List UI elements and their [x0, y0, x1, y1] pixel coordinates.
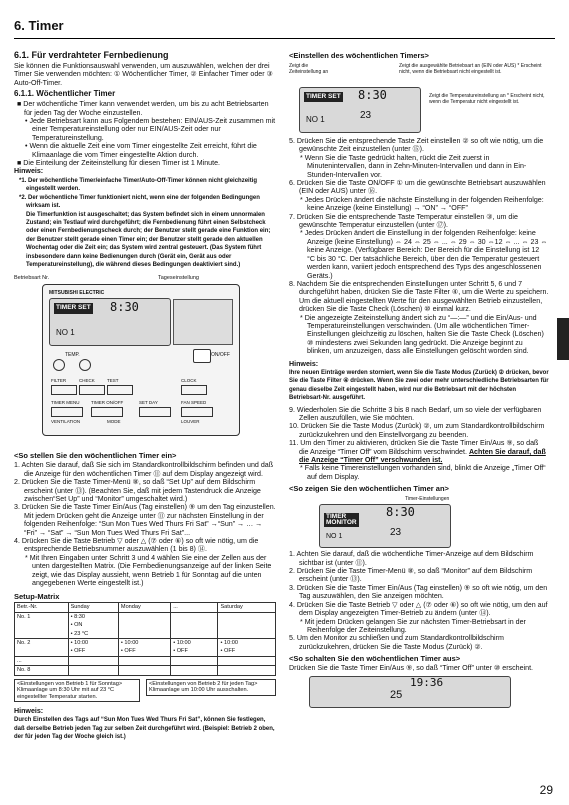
fig2-lcd: [319, 504, 451, 548]
step-3: 3. Drücken Sie die Taste Timer Ein/Aus (Tag einstellen) ⑨ um den Tag einzustellen. Mit jedem Drücken geht die Anzeige unter ⑪ zur nächsten Einstellung in der folgenden Reihenfolge: “Sun Mon Tues Wed Thurs Fri Sat” →“Sun” → … → “Fri” → “Sat” → “Sun Mon Tues Wed Thurs Fri Sat”...: [14, 503, 276, 537]
bullet-1a: • Jede Betriebsart kann aus Folgendem bestehen: EIN/AUS-Zeit zusammen mit einer Temperatureinstellung oder nur EIN/AUS-Zeit oder nur Temperatureinstellung.: [25, 117, 276, 142]
filter-button[interactable]: [51, 385, 77, 395]
lcd-timer-set: TIMER SET: [54, 303, 93, 313]
cell-empty: [171, 656, 218, 665]
step-5: 5. Drücken Sie die entsprechende Taste Zeit einstellen ② so oft wie nötig, um die gewünschte Zeit einzustellen (unter ⑮).: [289, 137, 544, 154]
fan-label: FAN SPEED: [181, 400, 207, 406]
step-2: 2. Drücken Sie die Taste Timer-Menü ⑧, so daß “Set Up” auf dem Bildschirm erscheint (unter ⑬). (Beachten Sie, daß mit jedem Tastendruck die Anzeige zwischen“Set Up” und “Monitor” umgeschaltet wird.): [14, 478, 261, 503]
temp-down-button[interactable]: [53, 359, 65, 371]
section-title: 6.1. Für verdrahteter Fernbedienung: [14, 50, 169, 60]
fig1-label-temp: Zeigt die Temperatureinstellung an * Erscheint nicht, wenn die Temperatur nicht eingestellt ist.: [429, 93, 545, 105]
th-monday: Monday: [118, 603, 170, 612]
cell-empty: [171, 612, 218, 638]
fig1-label-mode: Zeigt die ausgewählte Betriebsart an (EIN oder AUS) * Erscheint nicht, wenn die Betriebsart nicht eingestellt ist.: [399, 63, 542, 75]
temp-up-button[interactable]: [79, 359, 91, 371]
fig3-lcd: [309, 676, 511, 708]
remote-lcd: [49, 298, 171, 346]
right-column: [289, 48, 549, 708]
step-4: 4. Drücken Sie die Taste Betrieb ▽ oder △ (⑦ oder ⑥) so oft wie nötig, um die entsprechende Betriebsnummer auszuwählen (1 bis 8) ⑭.: [14, 537, 259, 554]
timer-onoff-label: TIMER ON/OFF: [91, 400, 124, 406]
fig1-number: NO 1: [306, 115, 325, 124]
remote-figure: [14, 272, 276, 448]
step-5-note: * Wenn Sie die Taste gedrückt halten, rückt die Zeit zuerst in Minutenintervallen, dann in Zehn-Minuten-Intervallen und dann in Ein-Stunden-Intervallen vor.: [300, 153, 527, 179]
check-button[interactable]: [79, 385, 105, 395]
filter-label: FILTER: [51, 378, 67, 384]
lcd-figure-1: [289, 61, 549, 137]
cell-empty: [118, 612, 170, 638]
onoff-label: ON/OFF: [211, 352, 230, 359]
setup-matrix: [14, 602, 276, 675]
step-10: 10. Drücken Sie die Taste Modus (Zurück) ②, um zum Standardkontrollbildschirm zurückzukehren und den Einstellvorgang zu beenden.: [289, 422, 545, 439]
lcd-time: 8:30: [110, 300, 139, 315]
table-row: [15, 639, 276, 657]
cell-empty: [68, 656, 118, 665]
louver-label: LOUVER: [181, 419, 200, 425]
fig1-timer-set: TIMER SET: [304, 92, 343, 102]
temp-label: TEMP.: [65, 352, 80, 359]
cell-no2: No. 2: [15, 639, 69, 657]
step-11: 11. Um den Timer zu aktivieren, drücken Sie die Taste Timer Ein/Aus ⑨, so daß die Anzeige “Timer Off” vom Bildschirm verschwindet. Achten Sie darauf, daß die Anzeige “Timer Off” verschwunden ist.: [289, 439, 546, 465]
test-button[interactable]: [107, 385, 133, 395]
note-2: *2. Der wöchentliche Timer funktioniert nicht, wenn eine der folgenden Bedingungen wirksam ist.: [19, 194, 260, 210]
ausschalten-text: Drücken Sie die Taste Timer Ein/Aus ⑨, so daß “Timer Off” unter ⑩ erscheint.: [289, 664, 534, 673]
timer-menu-label: TIMER MENU: [51, 400, 80, 406]
view-step-5: 5. Um den Monitor zu schließen und zum Standardkontrollbildschirm zurückzukehren, drücken Sie die Taste Modus (Zurück) ②.: [289, 634, 504, 651]
header-rule: [14, 38, 555, 39]
cell-empty: [218, 612, 276, 638]
onoff-button[interactable]: [193, 349, 211, 363]
note-1: *1. Der wöchentliche Timer/einfache Timer/Auto-Off-Timer können nicht gleichzeitig eingestellt werden.: [19, 177, 258, 193]
step-4-note: * Mit Ihren Eingaben unter Schritt 3 und 4 wählen Sie eine der Zellen aus der unten dargestellten Matrix. (Die Fernbedienungsanzeige auf der linken Seite zeigt, wie das Display aussieht, wenn Betrieb 1 für Sonntag auf die unten angegebenen Werte eingestellt ist.): [25, 553, 272, 588]
cell-no8: No. 8: [15, 666, 69, 675]
right-hinweis-label: Hinweis:: [289, 359, 319, 368]
ventilation-label: VENTILATION: [51, 419, 81, 425]
matrix-captions: [14, 679, 276, 705]
cell-no1: No. 1: [15, 612, 69, 638]
cell-empty: [118, 666, 170, 675]
cell-no2-mon: • 10:00 • OFF: [118, 639, 170, 657]
step-8: 8. Nachdem Sie die entsprechenden Einstellungen unter Schritt 5, 6 und 7 durchgeführt haben, drücken Sie die Taste Filter ④, um die Werte zu speichern. Um die aktuell eingestellten Werte für den ausgewählten Betrieb einzustellen, drücken Sie die Taste Check (Löschen) ⑩ einmal kurz.: [289, 279, 549, 314]
step-6: 6. Drücken Sie die Taste ON/OFF ① um die gewünschte Betriebsart auszuwählen (EIN oder AUS) unter ⑯.: [289, 179, 546, 196]
cell-dots: ...: [15, 656, 69, 665]
bullet-1b: • Wenn die aktuelle Zeit eine vom Timer eingestellte Zeit erreicht, führt die Klimaanlage die vom Timer eingestellte Aktion durch.: [25, 142, 257, 159]
label-betriebsart: Betriebsart Nr.: [14, 275, 50, 282]
th-betr: Betr.-Nr.: [15, 603, 69, 612]
step-8-note: * Die angezeigte Zeiteinstellung ändert sich zu “—:—” und die Ein/Aus- und Temperatureinstellungen verschwinden. (Um alle wöchentlichen Timer-Einstellungen gleichzeitig zu löschen, halten Sie die Taste Check (Löschen) ⑩ mindestens zwei Sekunden lang gedrückt. Die Anzeige beginnt zu blinken, um anzuzeigen, dass alle Einstellungen gelöscht worden sind.: [300, 313, 544, 356]
cell-no2-sun: • 10:00 • OFF: [68, 639, 118, 657]
fig1-time: 8:30: [358, 88, 387, 102]
fig1-label-time: Zeigt die Zeiteinstellung an: [289, 63, 329, 75]
step-11-note: * Falls keine Timereinstellungen vorhanden sind, blinkt die Anzeige „Timer Off“ auf dem Display.: [300, 464, 546, 481]
table-header-row: [15, 603, 276, 612]
view-step-2: 2. Drücken Sie die Taste Timer-Menü ⑧, so daß “Monitor” auf dem Bildschirm erscheint (unter ⑬).: [289, 567, 533, 584]
step-7-note: * Jedes Drücken ändert die Einstellung in der folgenden Reihenfolge: keine Anzeige (keine Einstellung) ⇔ 24 ⇔ 25 ⇔ ... ⇔ 29 ⇔ 30 ⇔12 ⇔ ... ⇔ 23 ⇔ keine Anzeige. (Verfügbarer Bereich: Der Bereich für die Einstellung ist 12 °C bis 30 °C. Der tatsächliche Bereich, über den die Temperatur gesteuert werden kann, variiert jedoch entsprechend des Typs des angeschlossenen Geräts.): [300, 229, 548, 280]
clock-label: CLOCK: [181, 378, 197, 384]
hinweis-label: Hinweis:: [14, 167, 44, 176]
cell-empty: [118, 656, 170, 665]
fig1-lcd: [299, 87, 421, 133]
setup-matrix-title: Setup-Matrix: [14, 592, 60, 602]
lcd-number: NO 1: [56, 328, 75, 338]
fig3-time: 19:36: [410, 675, 444, 689]
caption-2: <Einstellungen von Betrieb 2 für jeden Tag> Klimaanlage um 10:00 Uhr ausschalten.: [146, 679, 276, 696]
fig3-temp: 25: [390, 688, 403, 701]
right-hinweis-text: Ihre neuen Einträge werden storniert, wenn Sie die Taste Modus (Zurück) ② drücken, bevor Sie die Taste Filter ④ drücken. Wenn Sie zwei oder mehr unterschiedliche Betriebsarten für genau dieselbe Zeit eingestellt haben, wird nur die Betriebsart mit der höchsten Betriebsart-Nr. ausgeführt.: [289, 369, 549, 402]
caption-1: <Einstellungen von Betrieb 1 für Sonntag> Klimaanlage um 8:30 Uhr mit auf 23 °C eingestellter Temperatur starten.: [14, 679, 140, 703]
cell-empty: [171, 666, 218, 675]
page-header: [0, 0, 569, 42]
table-row: [15, 612, 276, 638]
cell-no2-dots: • 10:00 • OFF: [171, 639, 218, 657]
remote-body: [42, 284, 240, 436]
hinweis2-label: Hinweis:: [14, 706, 44, 715]
table-row: [15, 656, 276, 665]
fig2-timer-monitor: TIMER MONITOR: [326, 513, 357, 527]
bullet-1: ■ Der wöchentliche Timer kann verwendet werden, um bis zu acht Betriebsarten für jeden Tag der Woche einzustellen.: [17, 100, 269, 117]
cell-empty: [218, 666, 276, 675]
cell-no2-sat: • 10:00 • OFF: [218, 639, 276, 657]
set-timer-heading: <So stellen Sie den wöchentlichen Timer ein>: [14, 451, 177, 461]
chapter-title: 6. Timer: [14, 18, 64, 33]
fig2-number: NO 1: [326, 533, 343, 541]
lcd-figure-3: [289, 674, 549, 708]
step-1: 1. Achten Sie darauf, daß Sie sich im Standardkontrollbildschirm befinden und daß die Anzeige für den wöchentlichen Timer ⑪ auf dem Display angezeigt wird.: [14, 461, 274, 478]
fig2-temp: 23: [390, 527, 402, 539]
note-2-detail: Die Timerfunktion ist ausgeschaltet; das System befindet sich in einem unnormalen Zustand; ein Testlauf wird durchgeführt; die Fernbedienung führt einen Selbstcheck oder einen Fernbedienungscheck durch; der Benutzer stellt gerade eine Funktion ein; der Benutzer stellt gerade einen Timer ein; der Benutzer stellt gerade den aktuellen Wochentag oder die Zeit ein; das System wird zentral gesteuert. (Das System führt insbesondere dann keine Bedienungen durch (Gerät ein, Gerät aus oder Temperatureinstellung), die während dieses Bedingungen deaktiviert sind.): [26, 211, 271, 268]
label-tageseinstellung: Tageseinstellung: [158, 275, 199, 282]
view-step-4-note: * Mit jedem Drücken gelangen Sie zur nächsten Timer-Betriebsart in der Reihenfolge der Zeiteinstellung.: [300, 617, 526, 634]
step-6-note: * Jedes Drücken ändert die nächste Einstellung in der folgenden Reihenfolge: keine Anzeige (keine Einstellung) → “ON” → “OFF”: [300, 195, 544, 213]
page-number: 29: [539, 783, 553, 797]
th-saturday: Saturday: [218, 603, 276, 612]
step-9: 9. Wiederholen Sie die Schritte 3 bis 8 nach Bedarf, um so viele der verfügbaren Zellen auszufüllen, wie Sie möchten.: [289, 405, 542, 422]
step-7: 7. Drücken Sie die entsprechende Taste Temperatur einstellen ③, um die gewünschte Temperatur einzustellen (unter ⑰).: [289, 212, 518, 230]
remote-right-panel: [173, 299, 233, 345]
fig1-temp: 23: [360, 110, 372, 121]
cell-empty: [218, 656, 276, 665]
timer-menu-button[interactable]: [51, 407, 83, 417]
bullet-2: ■ Die Einteilung der Zeiteinstellung für diesen Timer ist 1 Minute.: [17, 159, 221, 168]
cell-no1-sun: • 8:30 • ON • 23 °C: [68, 612, 118, 638]
th-sunday: Sunday: [68, 603, 118, 612]
timer-onoff-button[interactable]: [91, 407, 123, 417]
set-day-button[interactable]: [139, 407, 171, 417]
einstellen-heading: <Einstellen des wöchentlichen Timers>: [289, 51, 429, 60]
cell-empty: [68, 666, 118, 675]
left-column: [14, 48, 276, 742]
mode-label: MODE: [107, 419, 121, 425]
anzeigen-heading: <So zeigen Sie den wöchentlichen Timer an>: [289, 484, 449, 494]
button-grid: [51, 377, 231, 425]
fan-button[interactable]: [181, 407, 213, 417]
intro-text: Sie können die Funktionsauswahl verwenden, um auszuwählen, welchen der drei Timer Sie verwenden möchten: ① Wöchentlicher Timer, ② Einfacher Timer oder ③ Auto-Off-Timer.: [14, 62, 273, 87]
chapter-tab: [557, 318, 569, 360]
view-step-3: 3. Drücken Sie die Taste Timer Ein/Aus (Tag einstellen) ⑨ so oft wie nötig, um den Tag auszuwählen, den Sie anzeigen möchten.: [289, 583, 548, 601]
view-step-1: 1. Achten Sie darauf, daß die wöchentliche Timer-Anzeige auf dem Bildschirm sichtbar ist (unter ⑪).: [289, 550, 534, 567]
ausschalten-heading: <So schalten Sie den wöchentlichen Timer aus>: [289, 654, 461, 664]
fig2-label: Timer-Einstellungen: [405, 496, 450, 503]
hinweis2-text: Durch Einstellen des Tags auf “Sun Mon Tues Wed Thurs Fri Sat”, können Sie festlegen, daß derselbe Betrieb jeden Tag zur selben Zeit durchgeführt wird. (Beispiel: Betrieb 2 oben, der für jeden Tag der Woche gleich ist.): [14, 717, 275, 740]
subsection-title: 6.1.1. Wöchentlicher Timer: [14, 89, 116, 99]
view-step-4: 4. Drücken Sie die Taste Betrieb ▽ oder △ (⑦ oder ⑥) so oft wie nötig, um den auf dem Display angezeigten Timer-Betrieb zu ändern (unter ⑭).: [289, 600, 548, 618]
fig2-time: 8:30: [386, 505, 415, 520]
th-dots: ...: [171, 603, 218, 612]
clock-button[interactable]: [181, 385, 207, 395]
set-day-label: SET DAY: [139, 400, 158, 406]
test-label: TEST: [107, 378, 119, 384]
table-row: [15, 666, 276, 675]
brand-logo: MITSUBISHI ELECTRIC: [49, 290, 105, 297]
check-label: CHECK: [79, 378, 95, 384]
lcd-figure-2: [289, 494, 549, 550]
